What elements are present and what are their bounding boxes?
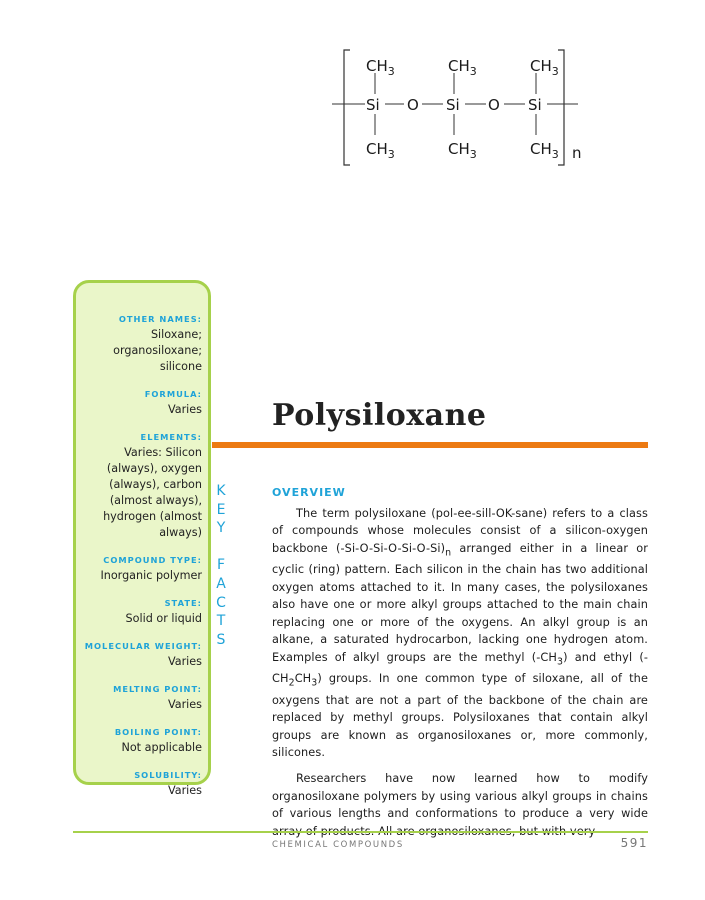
overview-paragraph-1: The term polysiloxane (pol-ee-sill-OK-sane) refers to a class of compounds whose molecules consist of a silicon-oxygen backbone $(-Si-O-Si-O-Si-O-Si)_n$ arranged either in a linear or cyclic (ring) pattern. Each silicon in the chain has two additional oxygen atoms attached to it. In many cases, the polysiloxanes also have one or more alkyl groups attached to the main chain replacing one or more of the oxygens. An alkyl group is an alkane, a saturated hydrocarbon, lacking one hydrogen atom. Examples of alkyl groups are the methyl $(-CH_3)$ and ethyl $(-CH_2CH_3)$ groups. In one common type of siloxane, all of the oxygens that are not a part of the backbone of the chain are replaced by methyl groups. Polysiloxanes that contain alkyl groups are known as organosiloxanes or, more commonly, silicones. xyxy=(272,507,648,760)
key-facts-letter: C xyxy=(216,594,226,611)
overview-paragraph-2: Researchers have now learned how to modify organosiloxane polymers by using various alkyl groups in chains of various lengths and conformations to produce a very wide xyxy=(272,772,648,821)
silicon-label: Si xyxy=(366,96,380,114)
fact-label: MOLECULAR WEIGHT: xyxy=(84,641,202,651)
fact-value: Varies xyxy=(167,403,202,416)
overview-body xyxy=(272,505,648,849)
right-bracket xyxy=(558,50,564,165)
fact-label: BOILING POINT: xyxy=(114,727,202,737)
methyl-label: $CH_3$ xyxy=(366,57,395,78)
left-bracket xyxy=(344,50,350,165)
fact-value: Varies xyxy=(167,784,202,797)
silicon-label: Si xyxy=(528,96,542,114)
fact-value: Inorganic polymer xyxy=(100,569,202,582)
key-facts-letter: K xyxy=(216,483,226,499)
silicon-label: Si xyxy=(446,96,460,114)
methyl-label: $CH_3$ xyxy=(530,57,559,78)
page-title: Polysiloxane xyxy=(272,398,487,433)
key-facts-letter: E xyxy=(216,501,226,518)
fact-value: Solid or liquid xyxy=(125,612,202,625)
fact-label: ELEMENTS: xyxy=(140,432,202,442)
fact-value: Varies xyxy=(167,698,202,711)
key-facts-letter xyxy=(213,538,229,557)
key-facts-panel xyxy=(73,280,211,797)
methyl-label: $CH_3$ xyxy=(448,140,477,161)
overview-heading: OVERVIEW xyxy=(272,486,346,499)
title-underline-rule xyxy=(212,442,648,448)
oxygen-label: O xyxy=(407,96,419,114)
methyl-label: $CH_3$ xyxy=(530,140,559,161)
methyl-label: $CH_3$ xyxy=(448,57,477,78)
fact-label: OTHER NAMES: xyxy=(118,314,202,324)
footer-section-label: CHEMICAL COMPOUNDS xyxy=(272,840,404,850)
key-facts-letter: S xyxy=(216,631,226,648)
fact-label: STATE: xyxy=(164,598,202,608)
footer-rule xyxy=(73,831,648,833)
key-facts-letter: A xyxy=(216,575,226,592)
polysiloxane-structure-diagram xyxy=(320,40,600,170)
methyl-label: $CH_3$ xyxy=(366,140,395,161)
key-facts-letter: F xyxy=(216,557,226,574)
key-facts-vertical-heading xyxy=(213,482,229,649)
repeat-unit-label: n xyxy=(572,144,582,162)
page-number: 591 xyxy=(620,836,648,850)
fact-label: SOLUBILITY: xyxy=(134,770,202,780)
oxygen-label: O xyxy=(488,96,500,114)
fact-value: Not applicable xyxy=(121,741,202,754)
fact-value: Varies: Silicon (always), oxygen (always), carbon (almost always), hydrogen (almost always) xyxy=(103,446,202,539)
fact-label: MELTING POINT: xyxy=(113,684,202,694)
key-facts-letter: Y xyxy=(216,520,226,537)
fact-label: COMPOUND TYPE: xyxy=(103,555,202,565)
fact-label: FORMULA: xyxy=(144,389,202,399)
key-facts-letter: T xyxy=(216,613,226,630)
fact-value: Varies xyxy=(167,655,202,668)
fact-value: Siloxane; organosiloxane; silicone xyxy=(113,328,202,373)
